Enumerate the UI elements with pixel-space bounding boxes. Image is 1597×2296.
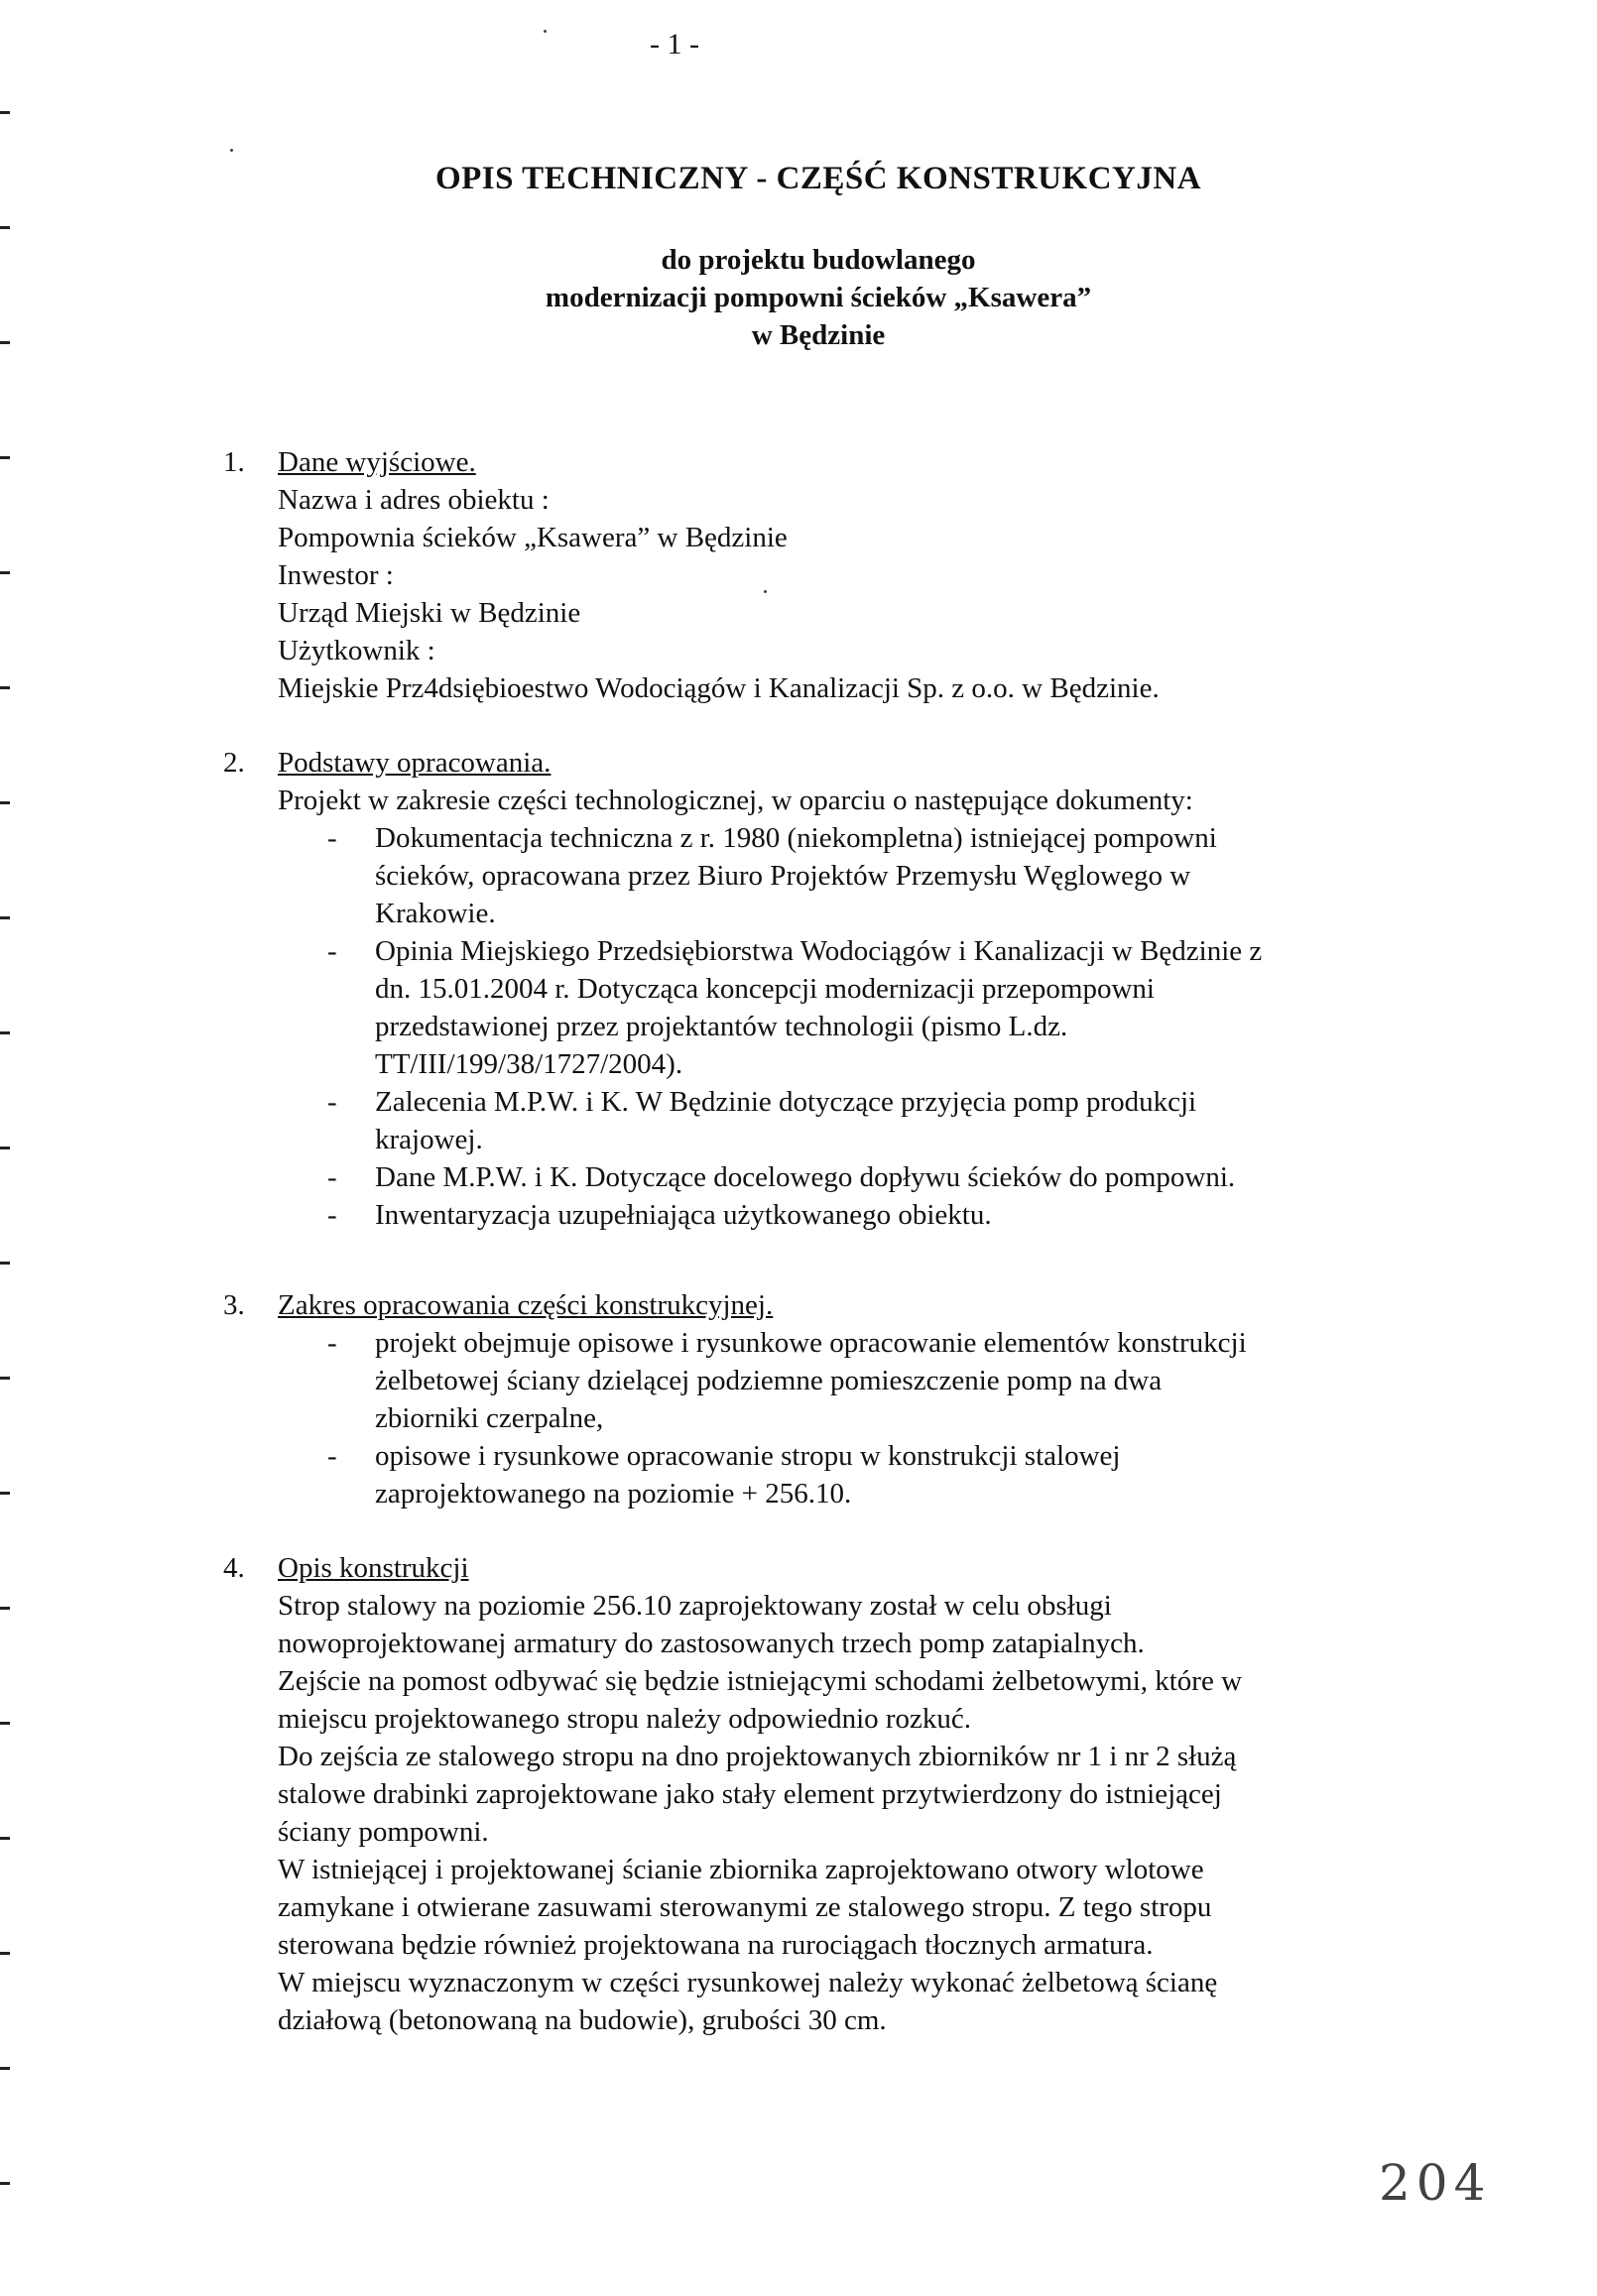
subtitle-line-3: w Będzinie	[751, 319, 886, 351]
text-line: zamykane i otwierane zasuwami sterowanymi ze stalowego stropu. Z tego stropu	[278, 1891, 1212, 1923]
subtitle-line-2: modernizacji pompowni ścieków „Ksawera”	[545, 282, 1092, 313]
dash-marker: -	[327, 822, 337, 854]
scan-edge-mark	[0, 1147, 10, 1149]
text-line: Do zejścia ze stalowego stropu na dno projektowanych zbiorników nr 1 i nr 2 służą	[278, 1741, 1237, 1772]
section-heading: Podstawy opracowania.	[278, 747, 552, 779]
document-title: OPIS TECHNICZNY - CZĘŚĆ KONSTRUKCYJNA	[434, 161, 1202, 196]
section-heading: Dane wyjściowe.	[278, 446, 476, 478]
scan-edge-mark	[0, 801, 10, 804]
text-line: Dokumentacja techniczna z r. 1980 (niekompletna) istniejącej pompowni	[375, 822, 1217, 854]
scan-speck	[544, 30, 547, 33]
bullet-list	[278, 819, 1409, 1234]
text-line: W istniejącej i projektowanej ścianie zbiornika zaprojektowano otwory wlotowe	[278, 1854, 1204, 1885]
list-item	[278, 1196, 1409, 1234]
section-body	[278, 744, 1409, 1234]
dash-marker: -	[327, 1086, 337, 1118]
scan-edge-mark	[0, 226, 10, 229]
text-line: Krakowie.	[375, 898, 496, 929]
section-heading: Zakres opracowania części konstrukcyjnej.	[278, 1289, 774, 1321]
text-line: zaprojektowanego na poziomie + 256.10.	[375, 1478, 852, 1510]
section-body	[278, 1286, 1409, 1512]
text-line: Opinia Miejskiego Przedsiębiorstwa Wodociągów i Kanalizacji w Będzinie z	[375, 935, 1263, 967]
section-heading: Opis konstrukcji	[278, 1552, 469, 1584]
scan-edge-mark	[0, 1952, 10, 1955]
list-item	[278, 819, 1409, 932]
text-line: zbiorniki czerpalne,	[375, 1402, 604, 1434]
text-line: działową (betonowaną na budowie), grubości 30 cm.	[278, 2004, 887, 2036]
text-line: Inwestor :	[278, 559, 394, 591]
text-line: krajowej.	[375, 1124, 483, 1155]
scan-edge-mark	[0, 456, 10, 459]
dash-marker: -	[327, 1440, 337, 1472]
text-line: miejscu projektowanego stropu należy odpowiednio rozkuć.	[278, 1703, 972, 1735]
text-line: ścieków, opracowana przez Biuro Projektów Przemysłu Węglowego w	[375, 860, 1191, 892]
section-number: 1.	[223, 446, 245, 478]
list-item	[278, 1437, 1409, 1512]
section-body	[278, 443, 1409, 707]
list-item	[278, 932, 1409, 1083]
text-line: opisowe i rysunkowe opracowanie stropu w konstrukcji stalowej	[375, 1440, 1121, 1472]
text-line: dn. 15.01.2004 r. Dotycząca koncepcji modernizacji przepompowni	[375, 973, 1155, 1005]
text-line: Pompownia ścieków „Ksawera” w Będzinie	[278, 522, 788, 553]
scan-edge-mark	[0, 686, 10, 689]
page-stamp-number: 204	[1379, 2154, 1492, 2212]
section-number: 3.	[223, 1289, 245, 1321]
text-line: sterowana będzie również projektowana na rurociągach tłocznych armatura.	[278, 1929, 1154, 1961]
subtitle-line-1: do projektu budowlanego	[661, 244, 976, 276]
scan-edge-mark	[0, 2182, 10, 2185]
text-line: nowoprojektowanej armatury do zastosowanych trzech pomp zatapialnych.	[278, 1628, 1145, 1659]
section-body	[278, 1549, 1409, 2039]
text-line: przedstawionej przez projektantów technologii (pismo L.dz.	[375, 1011, 1068, 1042]
text-line: ściany pompowni.	[278, 1816, 489, 1848]
dash-marker: -	[327, 1199, 337, 1231]
text-line: Dane M.P.W. i K. Dotyczące docelowego dopływu ścieków do pompowni.	[375, 1161, 1236, 1193]
section-number: 2.	[223, 747, 245, 779]
scan-edge-mark	[0, 111, 10, 114]
section-number: 4.	[223, 1552, 245, 1584]
list-item	[278, 1324, 1409, 1437]
dash-marker: -	[327, 1161, 337, 1193]
scan-speck	[764, 590, 767, 593]
text-line: Zejście na pomost odbywać się będzie istniejącymi schodami żelbetowymi, które w	[278, 1665, 1243, 1697]
scan-edge-mark	[0, 341, 10, 344]
list-item	[278, 1083, 1409, 1158]
text-line: Użytkownik :	[278, 635, 435, 666]
text-line: Miejskie Prz4dsiębioestwo Wodociągów i Kanalizacji Sp. z o.o. w Będzinie.	[278, 672, 1160, 704]
dash-marker: -	[327, 935, 337, 967]
scan-speck	[230, 149, 233, 152]
scan-edge-mark	[0, 1837, 10, 1840]
scan-edge-mark	[0, 2067, 10, 2070]
text-line: stalowe drabinki zaprojektowane jako stały element przytwierdzony do istniejącej	[278, 1778, 1222, 1810]
scan-edge-mark	[0, 1722, 10, 1725]
scan-edge-mark	[0, 1031, 10, 1034]
scan-edge-mark	[0, 1377, 10, 1380]
dash-marker: -	[327, 1327, 337, 1359]
text-line: żelbetowej ściany dzielącej podziemne pomieszczenie pomp na dwa	[375, 1365, 1163, 1396]
text-line: Zalecenia M.P.W. i K. W Będzinie dotyczące przyjęcia pomp produkcji	[375, 1086, 1197, 1118]
text-line: Urząd Miejski w Będzinie	[278, 597, 581, 629]
text-line: Projekt w zakresie części technologicznej, w oparciu o następujące dokumenty:	[278, 785, 1193, 816]
scan-edge-mark	[0, 1607, 10, 1610]
text-line: TT/III/199/38/1727/2004).	[375, 1048, 683, 1080]
scan-edge-mark	[0, 916, 10, 919]
text-line: W miejscu wyznaczonym w części rysunkowej należy wykonać żelbetową ścianę	[278, 1967, 1218, 1998]
text-line: projekt obejmuje opisowe i rysunkowe opracowanie elementów konstrukcji	[375, 1327, 1247, 1359]
scan-edge-mark	[0, 571, 10, 574]
bullet-list	[278, 1324, 1409, 1512]
scan-edge-mark	[0, 1492, 10, 1495]
text-line: Inwentaryzacja uzupełniająca użytkowanego obiektu.	[375, 1199, 992, 1231]
text-line: Strop stalowy na poziomie 256.10 zaprojektowany został w celu obsługi	[278, 1590, 1112, 1622]
scan-edge-mark	[0, 1262, 10, 1265]
text-line: Nazwa i adres obiektu :	[278, 484, 550, 516]
page-number: - 1 -	[650, 28, 699, 60]
list-item	[278, 1158, 1409, 1196]
